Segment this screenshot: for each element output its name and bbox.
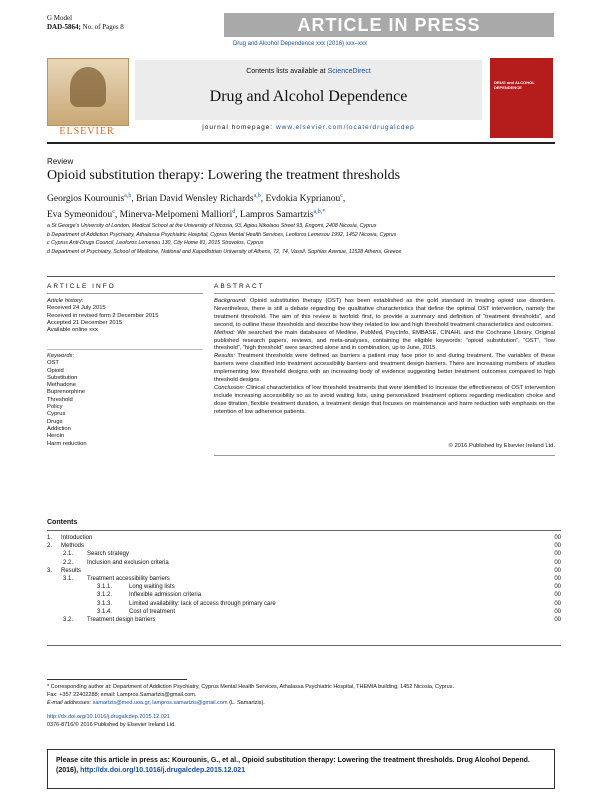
toc-entry[interactable]	[47, 535, 561, 543]
abstract-body	[214, 298, 555, 417]
keyword: Policy	[47, 404, 63, 411]
keyword: Methadone	[47, 382, 77, 389]
toc-page: 00	[554, 584, 561, 591]
toc-entry[interactable]	[47, 584, 561, 592]
divider	[214, 455, 555, 456]
author-sup: a,b,*	[313, 209, 326, 216]
elsevier-logo-image	[47, 58, 129, 126]
author-name[interactable]: Eva Symeonidou	[47, 210, 113, 221]
abstract-paragraph	[214, 298, 555, 330]
toc-page: 00	[554, 543, 561, 550]
author-sup: c	[340, 193, 343, 199]
author-name[interactable]: Brian David Wensley Richards	[136, 194, 254, 205]
article-title: Opioid substitution therapy: Lowering the treatment thresholds	[47, 168, 401, 183]
email-link[interactable]: lampros.samartzis@gmail.com	[152, 700, 228, 706]
abstract-paragraph	[214, 385, 555, 417]
contents-heading: Contents	[47, 519, 78, 526]
toc-page: 00	[554, 575, 561, 582]
sciencedirect-link[interactable]: ScienceDirect	[327, 68, 371, 75]
toc-label: Methods	[61, 543, 85, 550]
toc-label: Search strategy	[87, 551, 130, 558]
journal-title: Drug and Alcohol Dependence	[209, 88, 408, 105]
abstract-text: We searched the main databases of Medline, PubMed, PsycInfo, EMBASE, CINAHL and the Cochrane Library. Original published research papers, reviews, and meta-analyses, containing the eligible keywords: “opioid substitution”, “OST”, “low threshold”, “high threshold” were searched alone and in combination, up to June, 2015.	[214, 329, 555, 352]
divider	[47, 645, 561, 646]
keywords	[47, 353, 87, 448]
article-in-press-banner: ARTICLE IN PRESS	[224, 13, 554, 37]
abstract-heading: ABSTRACT	[214, 283, 265, 290]
toc-entry[interactable]	[47, 592, 561, 600]
toc-entry[interactable]	[47, 560, 561, 568]
email-label: E-mail addresses:	[47, 700, 92, 706]
citation-doi-link[interactable]: http://dx.doi.org/10.1016/j.drugalcdep.2015.12.021	[80, 767, 246, 774]
article-type: Review	[47, 157, 74, 166]
keyword: Opioid	[47, 367, 64, 374]
keyword: OST	[47, 360, 59, 367]
citation-box	[47, 749, 555, 789]
author-sup: a,b	[124, 193, 132, 199]
toc-page: 00	[554, 600, 561, 607]
abstract-label: Background:	[214, 298, 247, 304]
journal-header-box	[135, 60, 482, 120]
divider	[47, 530, 561, 531]
toc-label: Inflexible admission criteria	[129, 592, 202, 599]
toc-number: 3.2.	[63, 616, 74, 623]
author-name[interactable]: Minerva-Melpomeni Malliori	[119, 210, 233, 221]
toc-number: 2.	[47, 543, 53, 550]
toc-label: Cost of treatment	[129, 608, 176, 615]
issn-line: 0376-8716/© 2016 Published by Elsevier Ireland Ltd.	[47, 721, 176, 728]
author-sup: a,b	[253, 193, 261, 199]
contents-prefix: Contents lists available at	[246, 68, 326, 75]
keyword: Heroin	[47, 433, 65, 440]
journal-reference[interactable]: Drug and Alcohol Dependence xxx (2016) xxx–xxx	[232, 41, 368, 47]
toc-label: Treatment design barriers	[87, 616, 156, 623]
affiliation: d Department of Psychiatry, School of Medicine, National and Kapodistrian University of Athens, 72, 74, Vassil. Sophias Avenue, 11528 Athens, Greece	[47, 248, 402, 255]
author-name[interactable]: Lampros Samartzis	[240, 210, 314, 221]
homepage-link[interactable]: www.elsevier.com/locate/drugalcdep	[275, 124, 415, 131]
toc-number: 3.1.3.	[97, 600, 113, 607]
toc-entry[interactable]	[47, 601, 561, 609]
history-entry: Available online xxx	[47, 327, 98, 334]
history-entry: Accepted 21 December 2015	[47, 319, 123, 326]
abstract-text: Clinical characteristics of low threshold treatments that were identified to increase the effectiveness of OST intervention include increasing accessibility so as to avoid waiting lists, using personalized treatment options regarding medication choice and dose titration, flexible treatment duration, a treatment design that focuses on maintenance and harm reduction with emphasis on the retention of low adherence patients.	[214, 384, 555, 415]
divider	[47, 349, 203, 350]
keyword: Addiction	[47, 425, 71, 432]
keyword: Substitution	[47, 374, 78, 381]
table-of-contents	[47, 535, 561, 625]
toc-label: Results	[61, 567, 82, 574]
keyword: Buprenorphine	[47, 389, 86, 396]
toc-entry[interactable]	[47, 568, 561, 576]
corresponding-contact: Fax: +357 22402288; email: Lampros.Samartzis@gmail.com.	[47, 692, 197, 698]
doi-link[interactable]: http://dx.doi.org/10.1016/j.drugalcdep.2015.12.021	[47, 714, 170, 720]
author-name[interactable]: Evdokia Kyprianou	[265, 194, 341, 205]
abstract-paragraph	[214, 353, 555, 385]
citation-text: Please cite this article in press as: Kourounis, G., et al., Opioid substitution therapy: Lowering the treatment thresholds. Drug Alcohol Depend. (2016),	[56, 757, 530, 774]
author-sup: d	[232, 209, 236, 216]
toc-number: 3.	[47, 567, 53, 574]
toc-number: 3.1.1.	[97, 584, 113, 591]
doi-block	[47, 714, 176, 729]
corresponding-author: * Corresponding author at: Department of Addiction Psychiatry, Cyprus Mental Health Services, Athalassa Psychiatric Hospital, THEMIA building, 1452 Nicosia, Cyprus.	[47, 684, 454, 690]
publisher-name: ELSEVIER	[59, 126, 115, 137]
toc-entry[interactable]	[47, 609, 561, 617]
footnotes: * Corresponding author at: Department of Addiction Psychiatry, Cyprus Mental Health Services, Athalassa Psychiatric Hospital, THEMIA building, 1452 Nicosia, Cyprus. Fax: +357 22402288; email: Lampros.Samartzis@gmail.com. E-mail addresses: samartzis@med.uoa.gr, lampros.samartzis@gmail.com (L. Samartzis).	[47, 683, 561, 707]
journal-cover-image	[490, 58, 553, 138]
divider	[47, 293, 203, 294]
history-entry: Received in revised form 2 December 2015	[47, 312, 159, 319]
abstract-text: Opioid substitution therapy (OST) has been established as the gold standard in treating opioid use disorders. Nevertheless, there is still a debate regarding the qualitative characteristics that define the optimal OST intervention, namely the treatment threshold. The aim of this review is twofold: first, to provide a summary and definition of “treatment thresholds”, and second, to outline these thresholds and describe how they related to low and high threshold treatment characteristics and outcomes.	[214, 298, 555, 328]
keyword: Threshold	[47, 396, 73, 403]
abstract-paragraph	[214, 330, 555, 354]
toc-number: 1.	[47, 535, 53, 541]
history-label: Article history:	[47, 298, 84, 304]
header-rule	[47, 142, 555, 144]
affiliation: c Cyprus Anti-Drugs Council, Leoforos Lemesou 130, City Home 81, 2015 Strovolos, Cyprus	[47, 240, 264, 246]
toc-label: Long waiting lists	[129, 584, 175, 591]
model-label: G Model	[47, 14, 73, 22]
toc-page: 00	[554, 608, 561, 615]
toc-page: 00	[554, 535, 561, 541]
cover-text: DRUG and ALCOHOL DEPENDENCE	[494, 80, 535, 90]
toc-number: 2.2.	[63, 559, 74, 566]
toc-entry[interactable]	[47, 617, 561, 625]
divider	[214, 293, 555, 294]
toc-entry[interactable]	[47, 543, 561, 551]
toc-page: 00	[554, 616, 561, 623]
toc-page: 00	[554, 551, 561, 558]
toc-label: Inclusion and exclusion criteria	[87, 559, 169, 566]
abstract-text: Treatment thresholds were defined as barriers a patient may face prior to and during treatment. The variables of these barriers were classified into treatment accessibility barriers and treatment design barriers. There are increasing numbers of studies implementing low threshold designs with an increasing body of evidence suggesting better treatment outcomes compared to high threshold designs.	[214, 353, 555, 384]
article-info-heading: ARTICLE INFO	[47, 283, 116, 290]
toc-number: 3.1.	[63, 575, 74, 582]
toc-label: Limited availability: lack of access through primary care	[129, 600, 276, 607]
footnote-rule	[47, 679, 187, 680]
toc-label: Treatment accessibility barriers	[87, 575, 170, 582]
affiliation: b Department of Addiction Psychiatry, Athalassa Psychiatric Hospital, Cyprus Mental Health Services, Leoforos Lemesou 1992, 1452 Nicosia, Cyprus	[47, 231, 397, 238]
toc-page: 00	[554, 567, 561, 574]
toc-number: 3.1.2.	[97, 592, 113, 599]
copyright: © 2016 Published by Elsevier Ireland Ltd.	[448, 443, 555, 449]
email-link[interactable]: samartzis@med.uoa.gr	[92, 700, 150, 706]
article-history	[47, 298, 158, 334]
manuscript-meta	[47, 14, 124, 32]
toc-page: 00	[554, 559, 561, 566]
toc-number: 2.1.	[63, 551, 74, 558]
abstract-label: Conclusion:	[214, 384, 245, 391]
abstract-label: Method:	[214, 329, 235, 336]
history-entry: Received 24 July 2015	[47, 305, 106, 312]
toc-entry[interactable]	[47, 551, 561, 559]
author-list: Georgios Kourounis$^{a,b}$, Brian David Wensley Richards$^{a,b}$, Evdokia Kyprianou$^c$, Eva Symeonidou$^c$, Minerva-Melpomeni Malliori$^d$, Lampros Samartzis$^{a,b,*}$	[47, 193, 346, 221]
keyword: Cyprus	[47, 411, 66, 418]
toc-page: 00	[554, 592, 561, 599]
section-rule	[47, 276, 555, 277]
affiliations	[47, 222, 555, 256]
page-count: No. of Pages 8	[82, 23, 124, 31]
journal-homepage	[135, 124, 482, 131]
keywords-label: Keywords:	[47, 353, 75, 359]
toc-entry[interactable]	[47, 576, 561, 584]
abstract-label: Results:	[214, 353, 235, 360]
toc-label: Introduction	[61, 535, 93, 541]
affiliation: a St George's University of London, Medical School at the University of Nicosia, 93, Agiou Nikolaou Street 93, Engomi, 2408 Nicosia, Cyprus	[47, 223, 377, 229]
toc-number: 3.1.4.	[97, 608, 113, 615]
article-code: DAD-5864;	[47, 23, 81, 31]
keyword: Drugs	[47, 418, 63, 425]
author-name[interactable]: Georgios Kourounis	[47, 194, 125, 205]
email-suffix: (L. Samartzis).	[229, 700, 265, 706]
keyword: Harm reduction	[47, 440, 87, 447]
author-sup: c	[112, 209, 115, 216]
homepage-label: journal homepage:	[202, 124, 274, 131]
